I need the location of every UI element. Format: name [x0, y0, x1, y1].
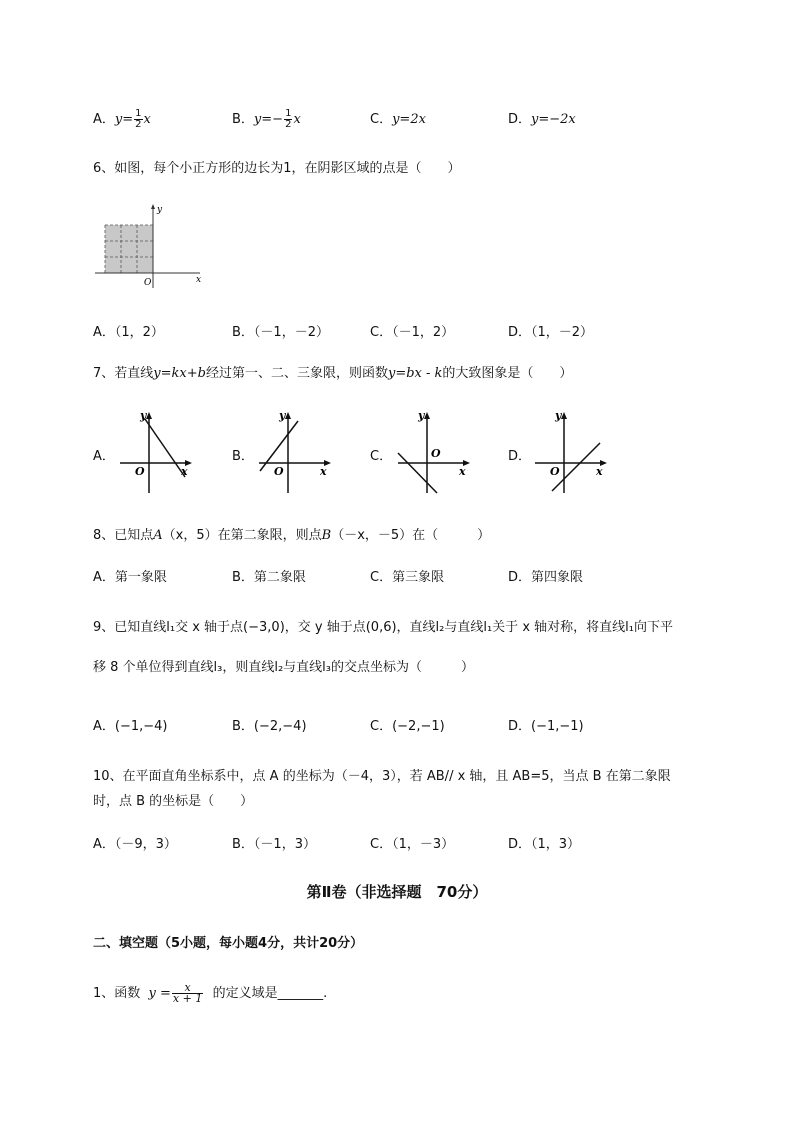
q6-text: 6、如图，每个小正方形的边长为1，在阴影区域的点是（ ） [93, 161, 461, 176]
q8-option-c: C．第三象限 [370, 570, 445, 585]
q7-text: 7、若直线y=kx+b经过第一、二、三象限，则函数y=bx - k的大致图象是（ ） [93, 366, 573, 381]
q9-option-a: A．(−1,−4) [93, 719, 168, 734]
svg-text:y: y [418, 409, 425, 422]
q6-option-c: C．（－1，2） [370, 325, 455, 340]
svg-text:x: x [596, 465, 603, 478]
q9-option-d: D．(−1,−1) [508, 719, 584, 734]
svg-text:x: x [181, 465, 188, 478]
q7-option-a-label: A． [93, 449, 115, 464]
svg-text:O: O [274, 465, 284, 478]
svg-text:y: y [140, 409, 147, 422]
q7-graph-a [115, 405, 195, 495]
q7-option-d-label: D． [508, 449, 532, 464]
q10-option-a: A．（－9，3） [93, 837, 177, 852]
q7-graph-c [393, 405, 473, 495]
q8-text: 8、已知点A（x，5）在第二象限，则点B（－x，－5）在（ ） [93, 528, 491, 543]
q10-option-d: D．（1，3） [508, 837, 581, 852]
q5-option-c: C．y=2x [370, 112, 426, 127]
q5-option-d: D．y=−2x [508, 112, 576, 127]
q9-option-b: B．(−2,−4) [232, 719, 307, 734]
q6-fig-origin-label: O [144, 278, 152, 288]
svg-text:O: O [550, 465, 560, 478]
q8-option-b: B．第二象限 [232, 570, 306, 585]
section-title: 第Ⅱ卷（非选择题 70分） [306, 883, 488, 901]
q7-option-b-label: B． [232, 449, 254, 464]
q5-option-a: A．y= $\frac{1}{2}$ x [93, 108, 151, 130]
section-subheading: 二、填空题（5小题，每小题4分，共计20分） [93, 936, 364, 951]
q9-option-c: C．(−2,−1) [370, 719, 445, 734]
q8-option-d: D．第四象限 [508, 570, 584, 585]
q6-fig-y-label: y [157, 205, 163, 215]
q10-text-line1: 10、在平面直角坐标系中，点 A 的坐标为（－4，3），若 AB// x 轴，且 AB=5，当点 B 在第二象限 [93, 769, 671, 784]
q9-text-line1: 9、已知直线l₁交 x 轴于点(−3,0)，交 y 轴于点(0,6)，直线l₂与直线l₁关于 x 轴对称，将直线l₁向下平 [93, 620, 673, 635]
svg-text:x: x [459, 465, 466, 478]
q6-option-b: B．（－1，－2） [232, 325, 329, 340]
svg-text:y: y [555, 409, 562, 422]
q7-option-c-label: C． [370, 449, 393, 464]
q9-text-line2: 移 8 个单位得到直线l₃，则直线l₂与直线l₃的交点坐标为（ ） [93, 660, 475, 675]
q10-option-c: C．（1，－3） [370, 837, 455, 852]
q6-grid-figure [90, 200, 215, 292]
q6-option-d: D．（1，－2） [508, 325, 594, 340]
q6-option-a: A．（1，2） [93, 325, 164, 340]
q10-text-line2: 时，点 B 的坐标是（ ） [93, 794, 254, 809]
svg-text:O: O [135, 465, 145, 478]
q8-option-a: A．第一象限 [93, 570, 167, 585]
fill-question-1: 1、函数 y = $\frac{x}{x + 1}$ 的定义域是_______. [93, 981, 328, 1005]
q6-fig-x-label: x [196, 275, 202, 285]
q5-option-b: B．y=− $\frac{1}{2}$ x [232, 108, 301, 130]
q10-option-b: B．（－1，3） [232, 837, 316, 852]
q7-graph-d [530, 405, 610, 495]
q7-graph-b [254, 405, 334, 495]
svg-text:O: O [431, 447, 441, 460]
svg-text:x: x [320, 465, 327, 478]
svg-text:y: y [279, 409, 286, 422]
